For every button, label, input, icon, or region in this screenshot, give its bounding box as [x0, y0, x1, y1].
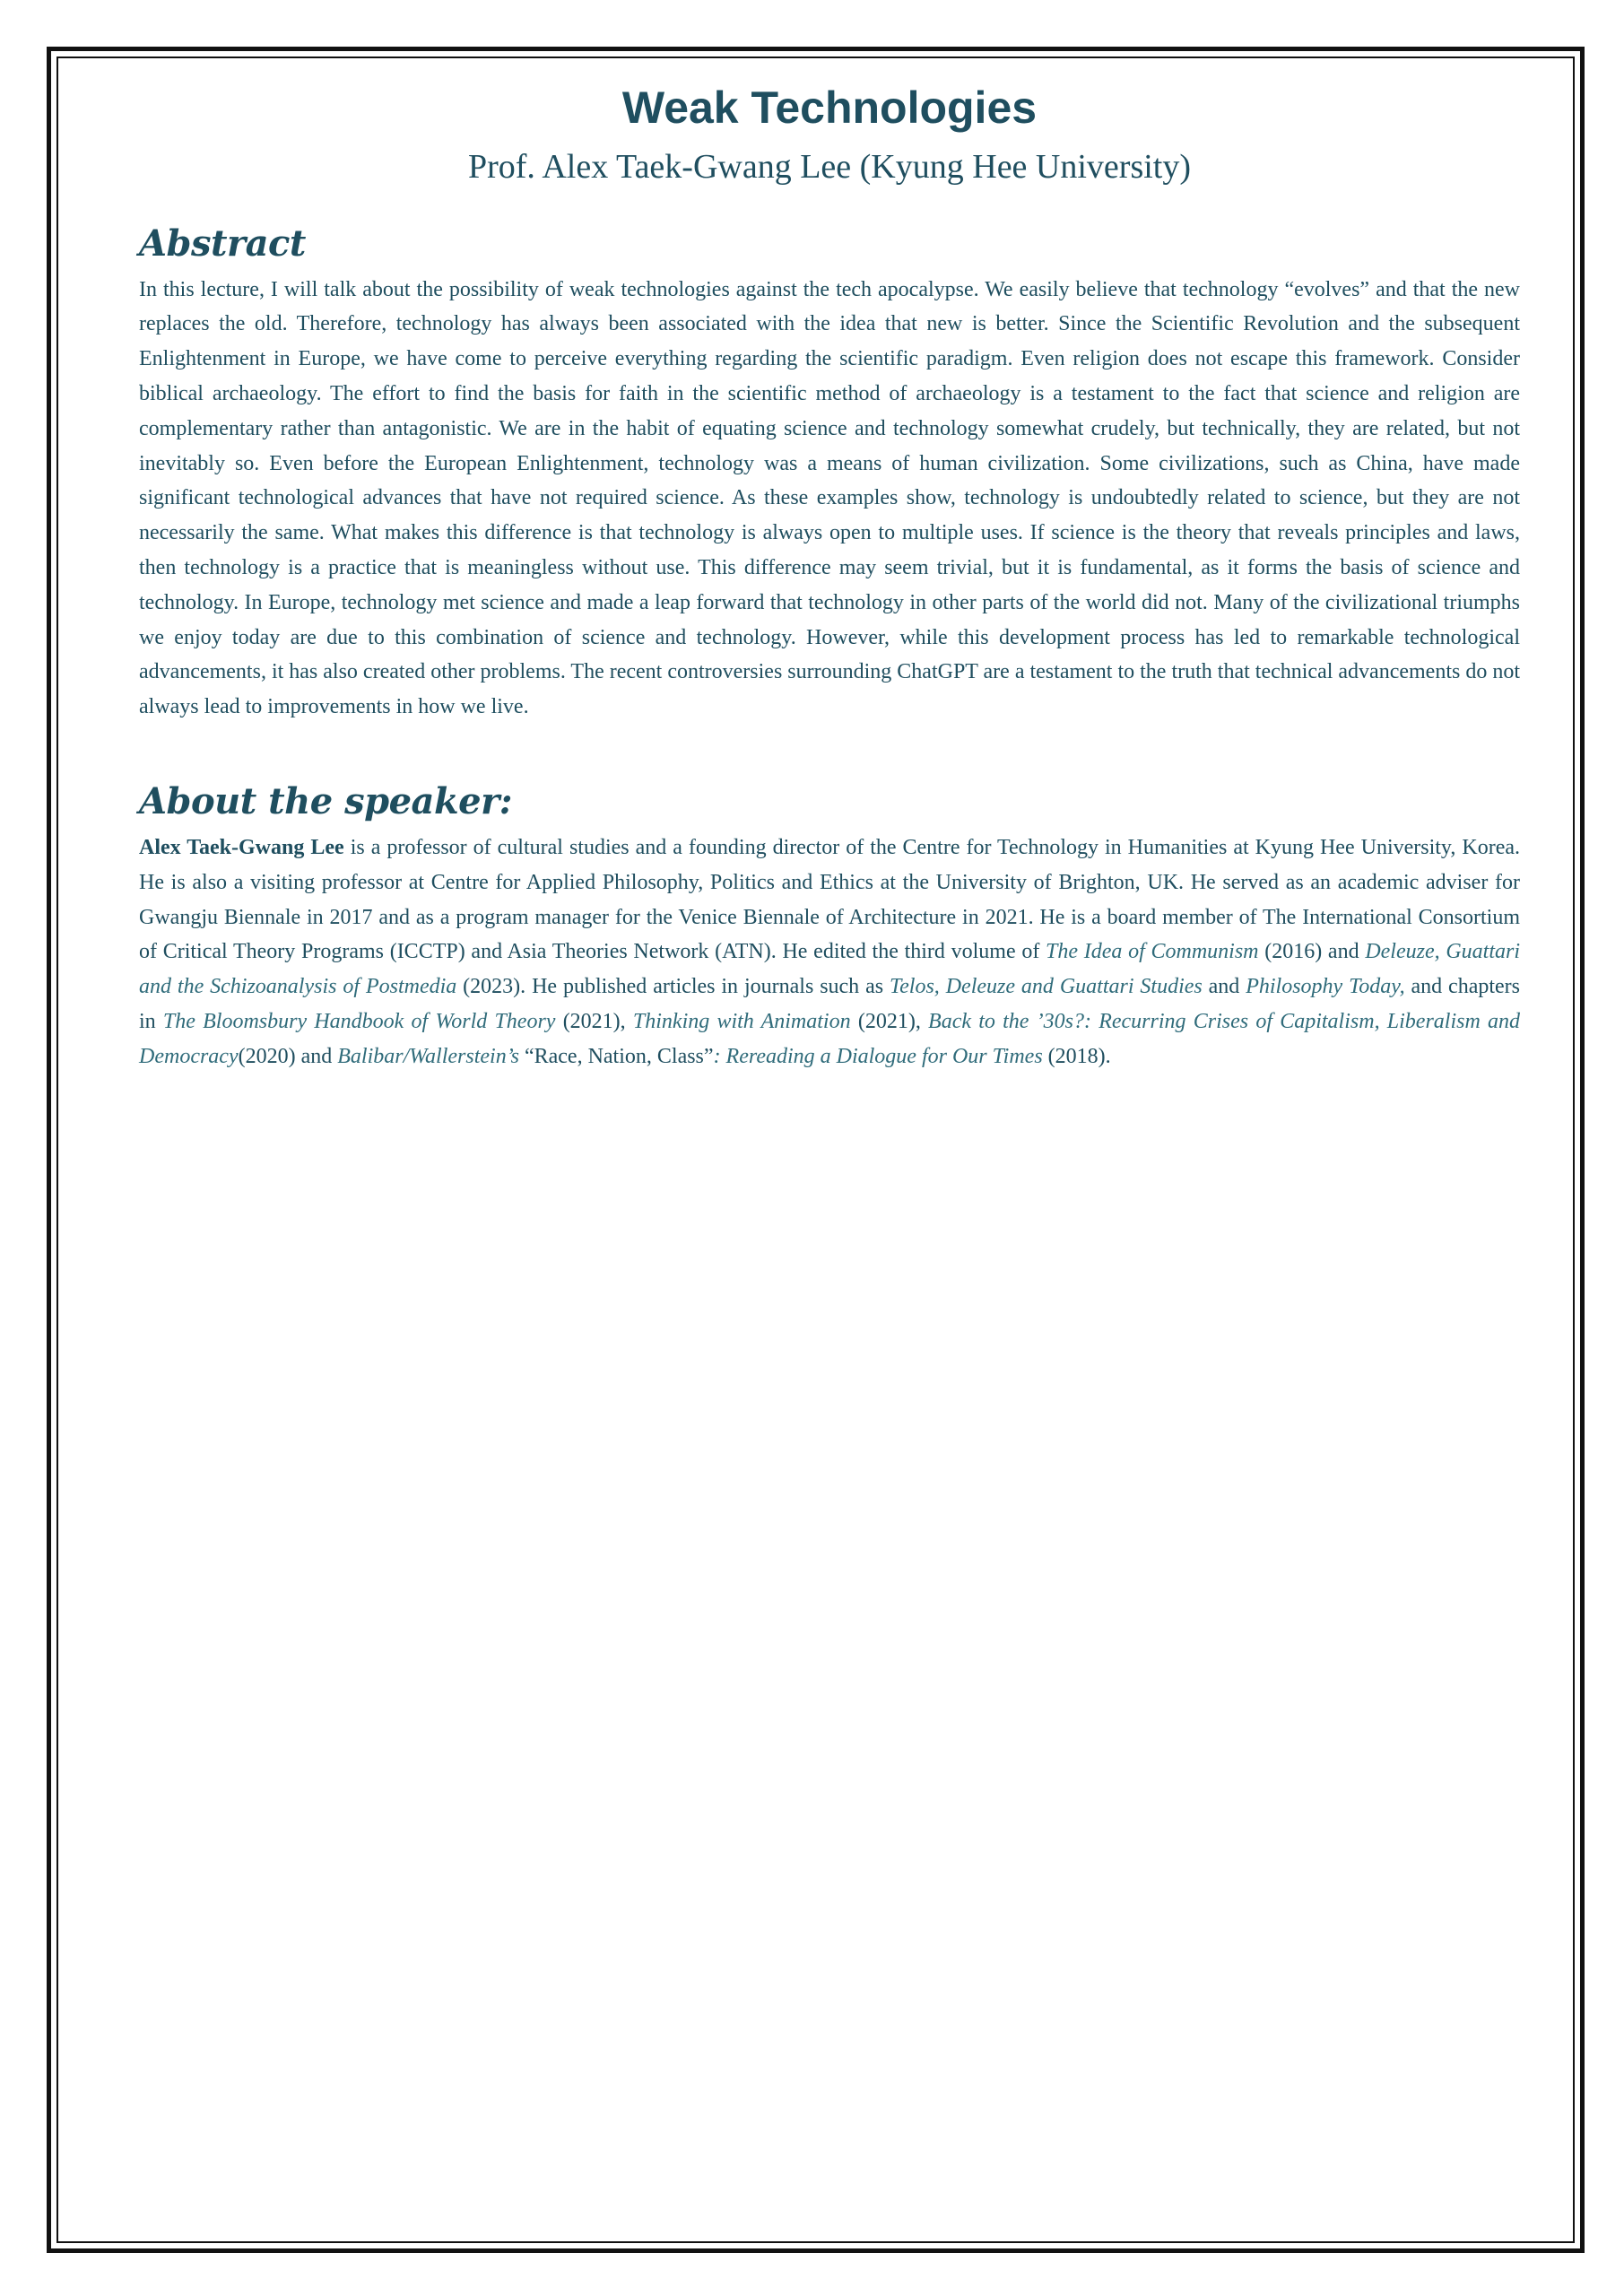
speaker-bio-segment: (2020) and: [238, 1044, 338, 1068]
speaker-bio-segment: and: [1202, 975, 1246, 999]
abstract-text: In this lecture, I will talk about the possibility of weak technologies against the tech apocalypse. We easily believe that technology “evolves” and that the new replaces the old. Therefore, technology has always been associated with the idea that new is better. Since the Scientific Revolution and the subsequent Enlightenment in Europe, we have come to perceive everything regarding the scientific paradigm. Even religion does not escape this framework. Consider biblical archaeology. The effort to find the basis for faith in the scientific method of archaeology is a testament to the fact that science and religion are complementary rather than antagonistic. We are in the habit of equating science and technology somewhat crudely, but technically, they are related, but not inevitably so. Even before the European Enlightenment, technology was a means of human civilization. Some civilizations, such as China, have made significant technological advances that have not required science. As these examples show, technology is undoubtedly related to science, but they are not necessarily the same. What makes this difference is that technology is always open to multiple uses. If science is the theory that reveals principles and laws, then technology is a practice that is meaningless without use. This difference may seem trivial, but it is fundamental, as it forms the basis of science and technology. In Europe, technology met science and made a leap forward that technology in other parts of the world did not. Many of the civilizational triumphs we enjoy today are due to this combination of science and technology. However, while this development process has led to remarkable technological advancements, it has also created other problems. The recent controversies surrounding ChatGPT are a testament to the truth that technical advancements do not always lead to improvements in how we live.: [139, 277, 1520, 719]
book-title: Thinking with Animation: [632, 1009, 851, 1033]
book-title: The Idea of Communism: [1046, 940, 1259, 964]
document-title: Weak Technologies: [621, 83, 1038, 133]
speaker-bio-segment: (2016) and: [1258, 940, 1366, 964]
journal-title: Telos, Deleuze and Guattari Studies: [890, 975, 1203, 999]
speaker-bio: [139, 831, 1520, 1074]
speaker-bio-segment: Alex Taek-Gwang Lee: [139, 835, 344, 859]
speaker-bio-segment: (2018).: [1042, 1044, 1111, 1068]
document-content: [139, 72, 1520, 1074]
speaker-bio-segment: is a professor of cultural studies and a founding director of the Centre for Technology in Humanities at Kyung Hee University, Korea. He is also a visiting professor at Centre for Applied Philosophy, Politics and Ethics at the University of Brighton, UK. He served as an academic adviser for Gwangju Biennale in 2017 and as a program manager for the Venice Biennale of Architecture in 2021. He is a board member of The International Consortium of Critical Theory Programs (ICCTP) and Asia Theories Network (ATN). He edited the third volume of: [139, 835, 1520, 964]
speaker-subtitle: Prof. Alex Taek-Gwang Lee (Kyung Hee University): [467, 148, 1191, 186]
book-title: : Rereading a Dialogue for Our Times: [713, 1044, 1043, 1068]
book-title: Balibar/Wallerstein’s: [337, 1044, 519, 1068]
journal-title: Philosophy Today,: [1246, 975, 1405, 999]
speaker-bio-segment: (2023). He published articles in journals such as: [456, 975, 890, 999]
speaker-bio-segment: “Race, Nation, Class”: [518, 1044, 714, 1068]
book-title: The Bloomsbury Handbook of World Theory: [162, 1009, 556, 1033]
book-title: Deleuze, Guattari and the Schizoanalysis of Postmedia: [139, 940, 1521, 999]
book-title: Back to the ’30s?: Recurring Crises of Capitalism, Liberalism and Democracy: [139, 1009, 1521, 1068]
speaker-heading: About the speaker:: [139, 779, 512, 822]
speaker-bio-segment: and chapters in: [139, 975, 1521, 1033]
abstract-heading: Abstract: [139, 222, 306, 265]
speaker-bio-segment: (2021),: [555, 1009, 633, 1033]
speaker-bio-segment: (2021),: [850, 1009, 929, 1033]
